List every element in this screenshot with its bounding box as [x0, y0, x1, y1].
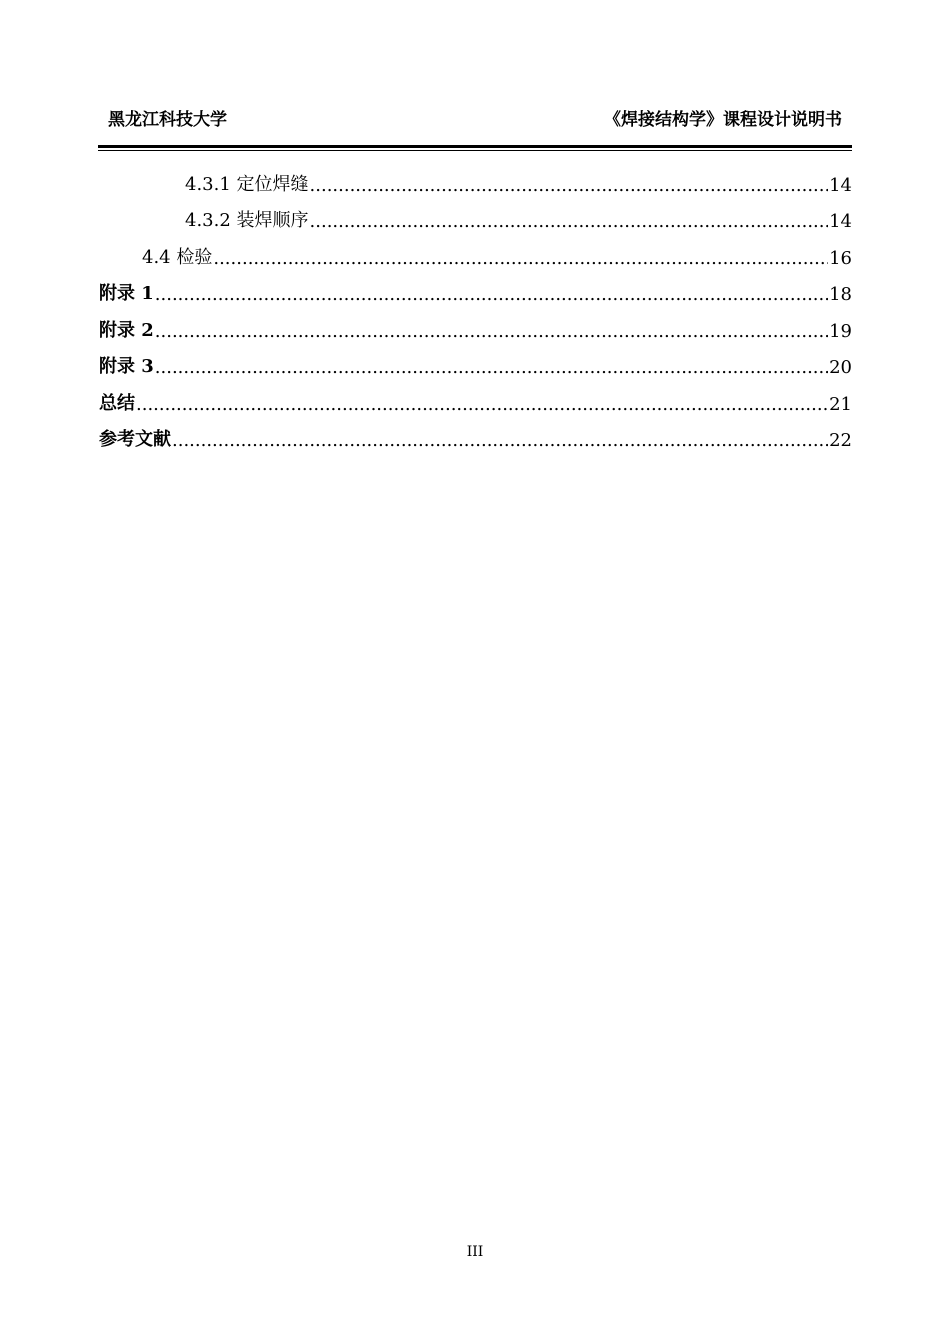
toc-entry-appendix-1[interactable] [98, 276, 852, 313]
toc-leader-dots [155, 321, 828, 342]
header-rule-thin [98, 150, 852, 151]
toc-entry-page: 14 [829, 174, 852, 196]
toc-entry-title: 4.3.1 定位焊缝 [185, 173, 309, 195]
toc-leader-dots [172, 430, 828, 451]
toc-entry-summary[interactable] [98, 385, 852, 422]
toc-entry-title: 总结 [99, 392, 135, 414]
toc-entry-page: 14 [829, 211, 852, 232]
toc-entry-title: 4.3.2 装焊顺序 [185, 210, 309, 231]
header-rule-thick [98, 145, 852, 148]
table-of-contents [98, 166, 852, 458]
page-header [98, 101, 852, 133]
header-university: 黑龙江科技大学 [108, 110, 227, 130]
toc-entry-title: 参考文献 [99, 429, 171, 450]
toc-entry-title: 附录 3 [99, 356, 154, 377]
toc-entry-page: 20 [829, 357, 852, 378]
toc-leader-dots [310, 175, 829, 196]
toc-entry-title: 4.4 检验 [142, 246, 213, 268]
toc-entry-appendix-2[interactable] [98, 312, 852, 349]
toc-entry-page: 16 [829, 247, 852, 269]
header-document-title: 《焊接结构学》课程设计说明书 [604, 110, 842, 130]
toc-entry-page: 18 [829, 284, 852, 305]
toc-entry-references[interactable] [98, 422, 852, 459]
toc-leader-dots [213, 248, 828, 269]
toc-entry-appendix-3[interactable] [98, 349, 852, 386]
toc-entry-title: 附录 1 [99, 283, 154, 304]
toc-entry-page: 21 [829, 393, 852, 415]
toc-entry-4-3-2[interactable] [98, 203, 852, 240]
page-number: III [466, 1244, 484, 1260]
toc-entry-4-4[interactable] [98, 239, 852, 276]
toc-entry-title: 附录 2 [99, 319, 154, 341]
toc-entry-page: 22 [829, 430, 852, 451]
toc-leader-dots [310, 211, 829, 232]
toc-entry-page: 19 [829, 320, 852, 342]
toc-leader-dots [155, 284, 828, 305]
toc-entry-4-3-1[interactable] [98, 166, 852, 203]
toc-leader-dots [155, 357, 828, 378]
toc-leader-dots [136, 394, 828, 415]
